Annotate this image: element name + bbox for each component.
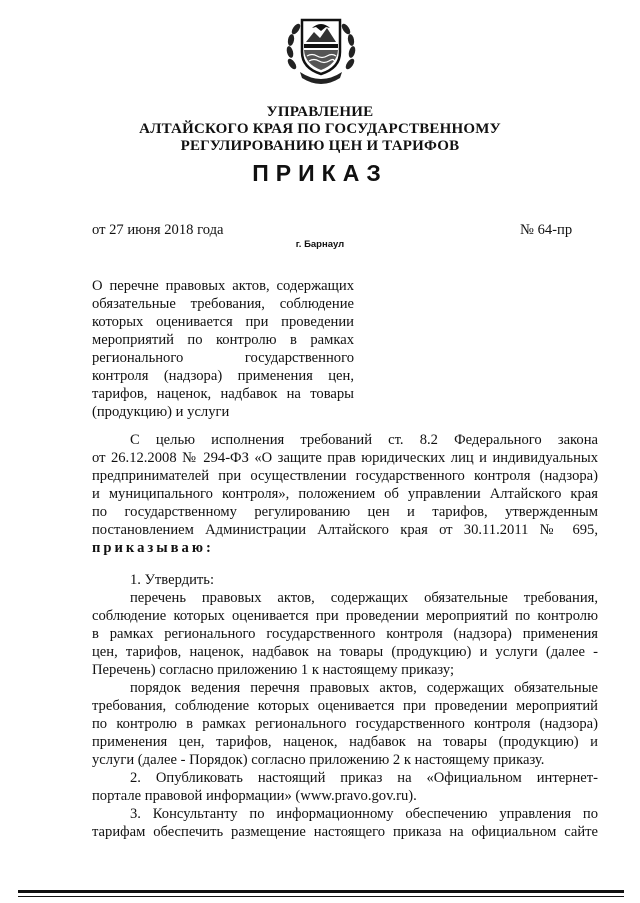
paragraph-line: портале правовой информации» (www.pravo.gov.ru). — [92, 788, 417, 804]
title-line: (продукцию) и услуги — [92, 404, 230, 420]
page-bottom-rule-thin — [18, 896, 624, 897]
paragraph-line: применения цен, тарифов, наценок, надбавок на товары (продукцию) и — [92, 734, 598, 750]
title-line: регионального государственного — [92, 350, 354, 366]
agency-name-line-3: РЕГУЛИРОВАНИЮ ЦЕН И ТАРИФОВ — [180, 138, 460, 154]
document-type-title: ПРИКАЗ — [252, 160, 388, 186]
preamble-line: и муниципального контроля», положением об управлении Алтайского края — [92, 486, 598, 502]
paragraph-line: требования, соблюдение которых оценивается при проведении мероприятий — [92, 698, 598, 714]
item-1-heading: 1. Утвердить: — [130, 572, 215, 588]
preamble-line: от 26.12.2008 № 294-ФЗ «О защите прав юридических лиц и индивидуальных — [92, 450, 598, 466]
paragraph-line: порядок ведения перечня правовых актов, содержащих обязательные — [130, 680, 598, 696]
title-line: обязательные требования, соблюдение — [92, 296, 354, 312]
agency-name-line-1: УПРАВЛЕНИЕ — [266, 104, 374, 120]
preamble-line: постановлением Администрации Алтайского края от 30.11.2011 № 695, — [92, 522, 598, 538]
title-line: мероприятий по контролю в рамках — [92, 332, 354, 348]
paragraph-line: цен, тарифов, наценок, надбавок на товары (продукцию) и услуги (далее - — [92, 644, 598, 660]
page-bottom-rule — [18, 890, 624, 893]
agency-name-line-2: АЛТАЙСКОГО КРАЯ ПО ГОСУДАРСТВЕННОМУ — [139, 121, 501, 137]
paragraph-line: соблюдение которых оценивается при проведении мероприятий по контролю — [92, 608, 598, 624]
paragraph-line: перечень правовых актов, содержащих обязательные требования, — [130, 590, 598, 606]
order-directive-word: приказываю: — [92, 540, 214, 556]
paragraph-line: в рамках регионального государственного контроля (надзора) применения — [92, 626, 598, 642]
paragraph-line: 2. Опубликовать настоящий приказ на «Официальном интернет- — [130, 770, 598, 786]
title-line: контроля (надзора) применения цен, — [92, 368, 354, 384]
preamble-line: С целью исполнения требований ст. 8.2 Федерального закона — [130, 432, 598, 448]
title-line: О перечне правовых актов, содержащих — [92, 278, 354, 294]
preamble-line: по государственному регулированию цен и тарифов, утвержденным — [92, 504, 598, 520]
paragraph-line: по контролю в рамках регионального государственного контроля (надзора) — [92, 716, 598, 732]
title-line: которых оценивается при проведении — [92, 314, 354, 330]
paragraph-line: тарифам обеспечить размещение настоящего приказа на официальном сайте — [92, 824, 598, 840]
preamble-line: предпринимателей при осуществлении государственного контроля (надзора) — [92, 468, 598, 484]
order-number: № 64-пр — [520, 222, 573, 238]
order-date: от 27 июня 2018 года — [92, 222, 224, 238]
paragraph-line: 3. Консультанту по информационному обеспечению управления по — [130, 806, 598, 822]
title-line: тарифов, наценок, надбавок на товары — [92, 386, 354, 402]
paragraph-line: Перечень) согласно приложению 1 к настоящему приказу; — [92, 662, 455, 678]
city-name: г. Барнаул — [295, 239, 345, 250]
paragraph-line: услуги (далее - Порядок) согласно приложению 2 к настоящему приказу. — [92, 752, 545, 768]
coat-of-arms-emblem — [282, 6, 360, 88]
